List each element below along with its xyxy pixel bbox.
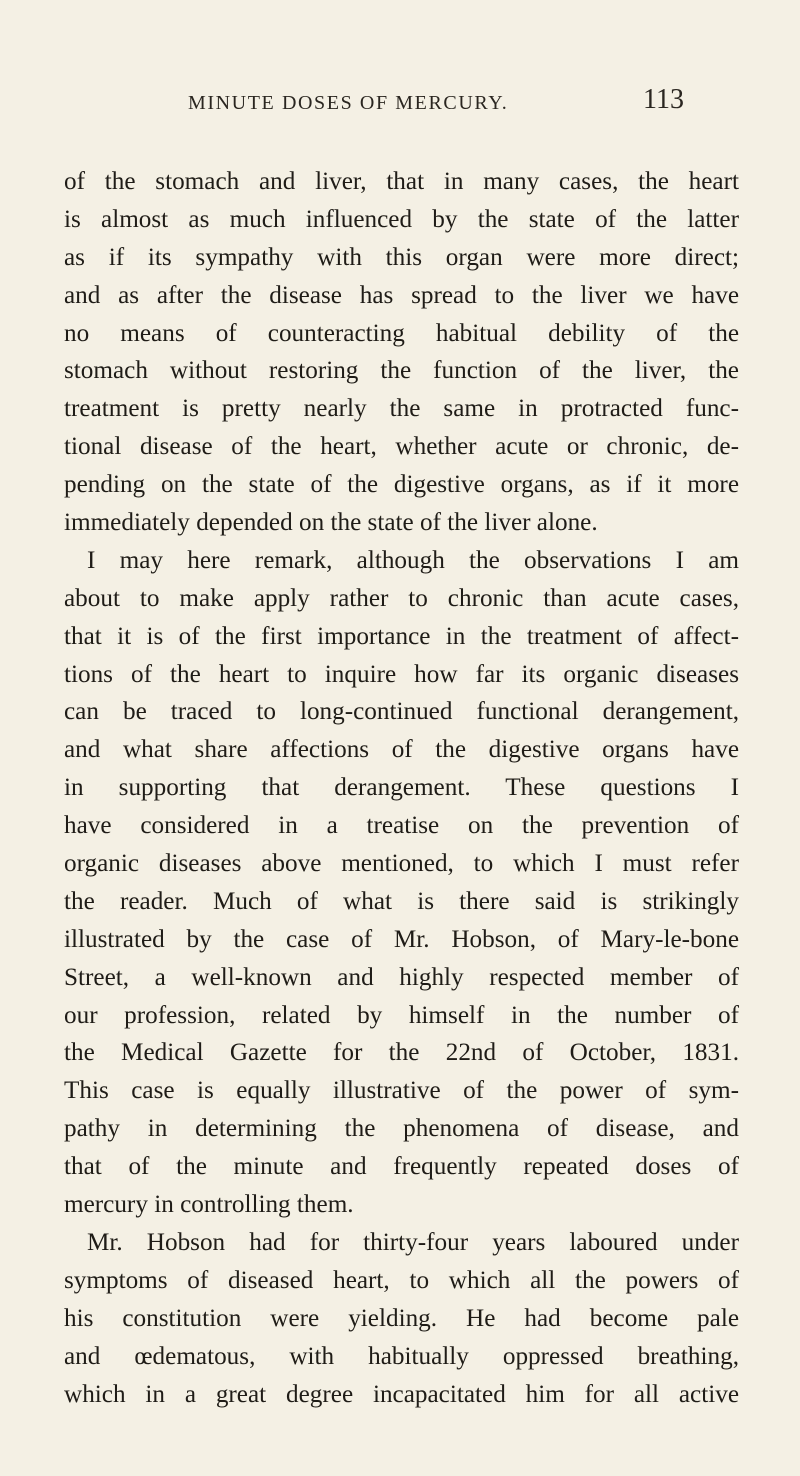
text-line: tions of the heart to inquire how far its organic diseases xyxy=(64,660,739,688)
text-line: our profession, related by himself in the number of xyxy=(64,1001,739,1029)
text-line: is almost as much influenced by the state of the latter xyxy=(64,205,739,233)
paragraph-start-line: Mr. Hobson had for thirty-four years laboured under xyxy=(87,1228,739,1256)
text-line: in supporting that derangement. These questions I xyxy=(64,774,739,802)
text-line: treatment is pretty nearly the same in protracted func- xyxy=(64,395,739,423)
text-line: pending on the state of the digestive organs, as if it more xyxy=(64,471,739,499)
text-line: which in a great degree incapacitated him for all active xyxy=(64,1380,739,1408)
text-line: about to make apply rather to chronic than acute cases, xyxy=(64,584,739,612)
text-line: symptoms of diseased heart, to which all the powers of xyxy=(64,1266,739,1294)
text-line: that it is of the first importance in the treatment of affect- xyxy=(64,622,739,650)
text-line: pathy in determining the phenomena of disease, and xyxy=(64,1115,739,1143)
text-line: and what share affections of the digestive organs have xyxy=(64,736,739,764)
text-line: the Medical Gazette for the 22nd of October, 1831. xyxy=(64,1039,739,1067)
text-line: This case is equally illustrative of the power of sym- xyxy=(64,1077,739,1105)
text-line: no means of counteracting habitual debility of the xyxy=(64,319,739,347)
text-line: have considered in a treatise on the prevention of xyxy=(64,812,739,840)
text-line: the reader. Much of what is there said is strikingly xyxy=(64,887,739,915)
text-line: his constitution were yielding. He had become pale xyxy=(64,1304,739,1332)
text-line: stomach without restoring the function of the liver, the xyxy=(64,357,739,385)
running-head xyxy=(0,84,800,124)
text-line: of the stomach and liver, that in many cases, the heart xyxy=(64,168,739,195)
text-line: and as after the disease has spread to the liver we have xyxy=(64,281,739,309)
text-line: mercury in controlling them. xyxy=(64,1191,354,1219)
text-line: immediately depended on the state of the liver alone. xyxy=(64,509,598,537)
text-line: that of the minute and frequently repeated doses of xyxy=(64,1153,739,1181)
text-line: as if its sympathy with this organ were more direct; xyxy=(64,243,739,271)
page-number: 113 xyxy=(643,84,684,115)
text-line: organic diseases above mentioned, to which I must refer xyxy=(64,850,739,878)
text-line: and œdematous, with habitually oppressed breathing, xyxy=(64,1342,739,1370)
text-line: Street, a well-known and highly respected member of xyxy=(64,963,739,991)
paragraph-start-line: I may here remark, although the observations I am xyxy=(87,546,739,574)
running-head-title: MINUTE DOSES OF MERCURY. xyxy=(188,92,509,114)
text-line: illustrated by the case of Mr. Hobson, of Mary-le-bone xyxy=(64,925,739,953)
text-line: tional disease of the heart, whether acute or chronic, de- xyxy=(64,433,739,461)
body-text xyxy=(64,163,739,1413)
text-line: can be traced to long-continued functional derangement, xyxy=(64,698,739,726)
